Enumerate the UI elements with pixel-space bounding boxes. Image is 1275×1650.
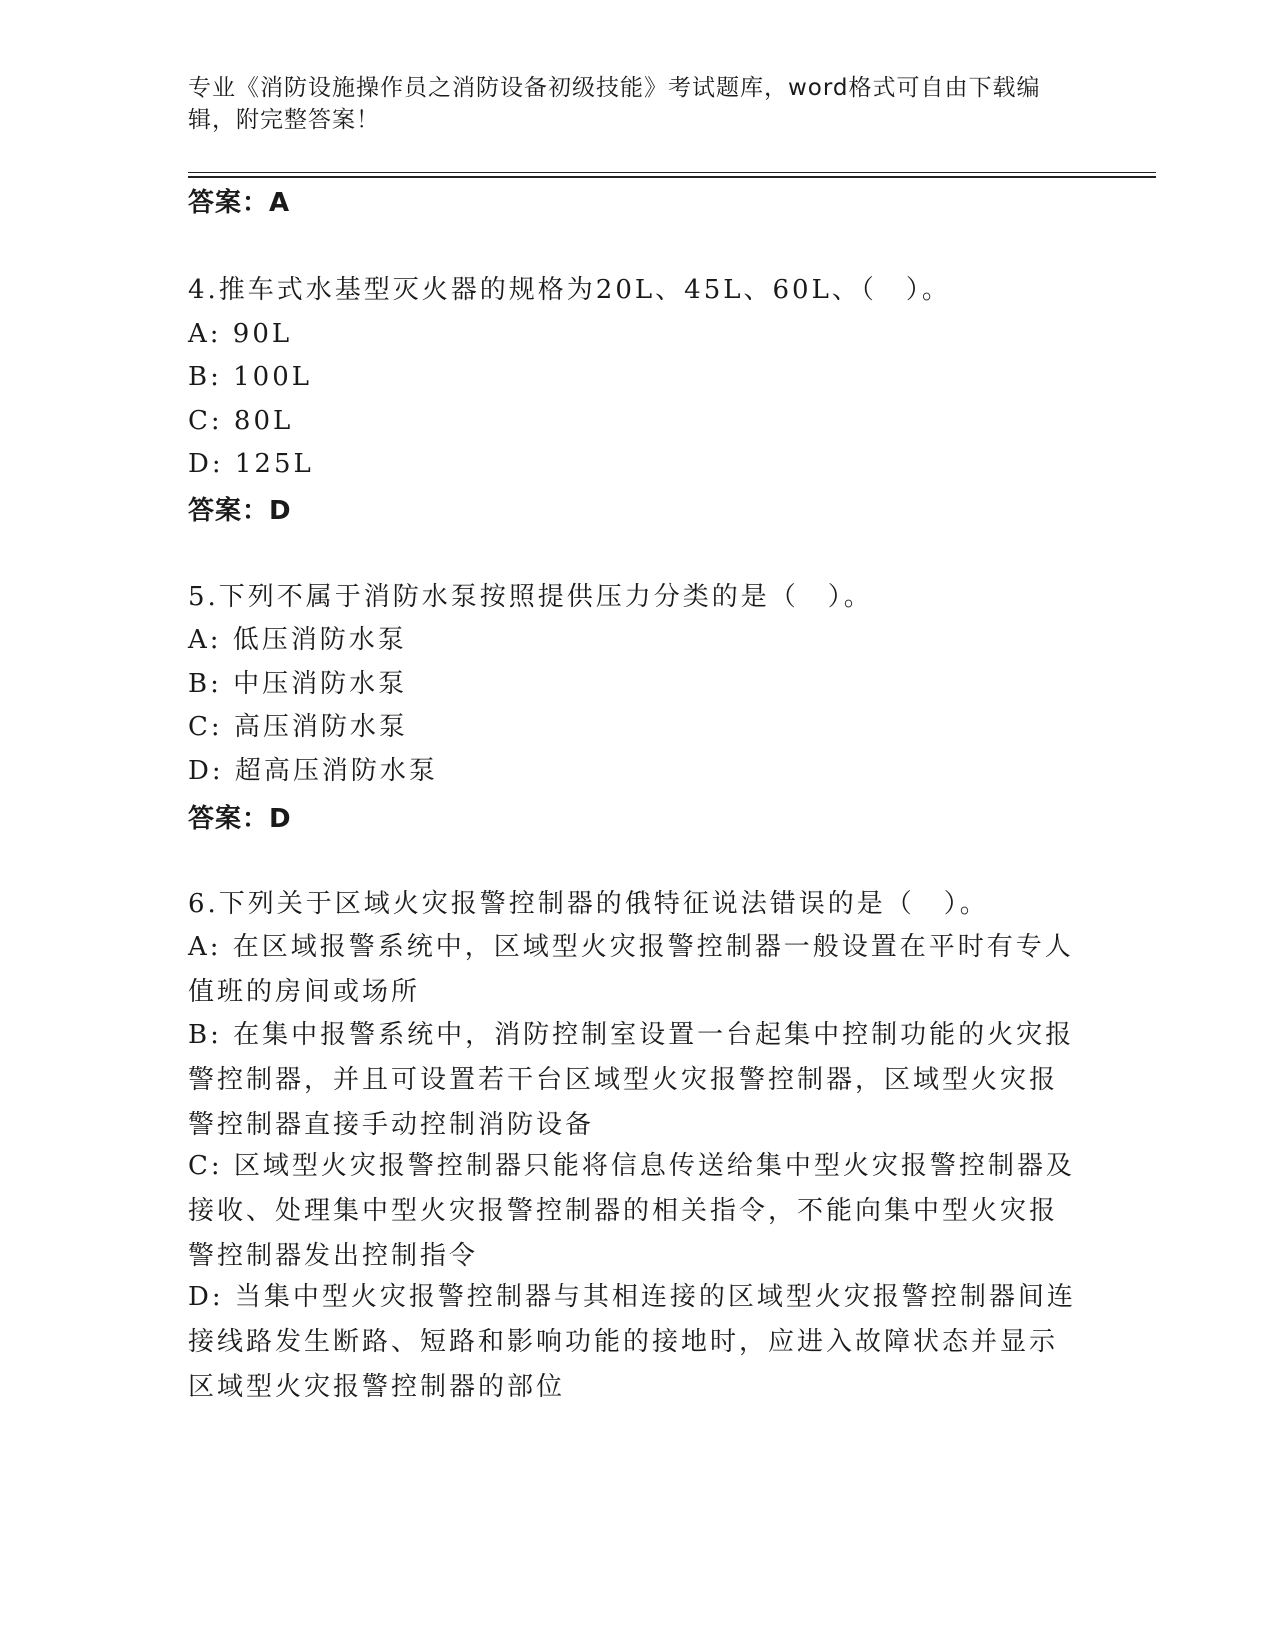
question-4-option-b: B: 100L	[188, 362, 313, 392]
question-4-option-a: A: 90L	[188, 319, 293, 349]
header-divider-bottom	[188, 176, 1156, 178]
header-divider-top	[188, 172, 1156, 173]
question-5-option-c: C: 高压消防水泵	[188, 712, 408, 742]
answer-question-4: 答案：D	[188, 496, 292, 526]
question-6-option-a: A: 在区域报警系统中，区域型火灾报警控制器一般设置在平时有专人值班的房间或场所	[188, 932, 1074, 1007]
question-6-option-d: D: 当集中型火灾报警控制器与其相连接的区域型火灾报警控制器间连接线路发生断路、短路和影响功能的接地时，应进入故障状态并显示区域型火灾报警控制器的部位	[188, 1282, 1076, 1402]
question-6-option-c: C: 区域型火灾报警控制器只能将信息传送给集中型火灾报警控制器及接收、处理集中型火灾报警控制器的相关指令，不能向集中型火灾报警控制器发出控制指令	[188, 1151, 1075, 1271]
answer-question-5: 答案：D	[188, 804, 292, 834]
answer-previous: 答案：A	[188, 188, 291, 218]
question-5-option-d: D: 超高压消防水泵	[188, 756, 438, 786]
question-5-stem: 5.下列不属于消防水泵按照提供压力分类的是（ ）。	[188, 582, 873, 612]
question-5-option-b: B: 中压消防水泵	[188, 669, 408, 699]
question-6-stem: 6.下列关于区域火灾报警控制器的俄特征说法错误的是（ ）。	[188, 889, 989, 919]
document-header: 专业《消防设施操作员之消防设备初级技能》考试题库，word格式可自由下载编辑，附完整答案！	[188, 75, 1041, 133]
question-6-option-b: B: 在集中报警系统中，消防控制室设置一台起集中控制功能的火灾报警控制器，并且可设置若干台区域型火灾报警控制器，区域型火灾报警控制器直接手动控制消防设备	[188, 1020, 1075, 1140]
question-5-option-a: A: 低压消防水泵	[188, 625, 407, 655]
question-4-option-d: D: 125L	[188, 449, 314, 479]
question-4-option-c: C: 80L	[188, 406, 294, 436]
question-4-stem: 4.推车式水基型灭火器的规格为20L、45L、60L、（ ）。	[188, 275, 951, 305]
